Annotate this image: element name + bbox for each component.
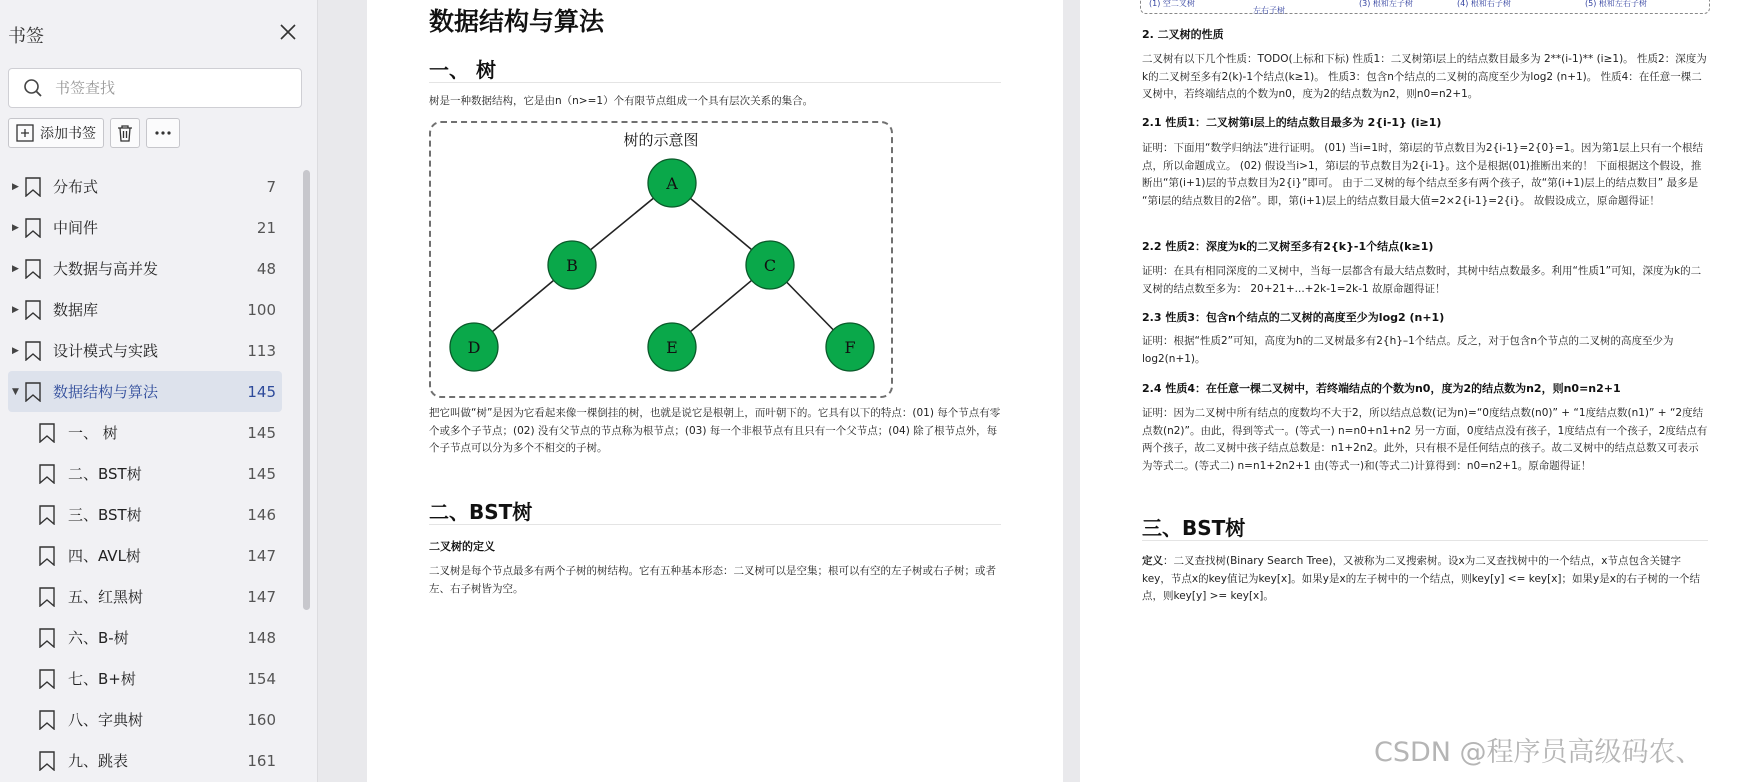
fragment-label: (5) 根和左右子树	[1585, 0, 1647, 8]
bookmark-item[interactable]	[0, 289, 290, 330]
figure-fragment	[1140, 0, 1710, 14]
page-number: 145	[247, 382, 276, 401]
fragment-label: 左右子树	[1253, 6, 1285, 15]
page-number: 160	[247, 710, 276, 729]
property-3-text: 证明：根据“性质2”可知，高度为h的二叉树最多有2{h}–1个结点。反之，对于包含n个节点的二叉树的高度至少为log2(n+1)。	[1142, 335, 1674, 365]
bookmark-child-item[interactable]	[0, 699, 290, 740]
subheading-property-1: 2.1 性质1：二叉树第i层上的结点数目最多为 2{i-1} (i≥1)	[1142, 116, 1442, 129]
caret-down-icon[interactable]: ▼	[12, 386, 19, 397]
section-heading-bst: 二、BST树	[429, 500, 533, 524]
bookmark-item[interactable]	[0, 166, 290, 207]
bookmark-tree	[0, 166, 290, 781]
bookmark-child-item[interactable]	[0, 658, 290, 699]
property-2-text: 证明：在具有相同深度的二叉树中，当每一层都含有最大结点数时，其树中结点数最多。利用“性质1”可知，深度为k的二叉树的结点数至多为： 20+21+...+2k-1=2k-1 故原命题得证！	[1142, 265, 1702, 295]
bookmark-icon	[24, 341, 42, 361]
bookmark-icon	[38, 546, 56, 566]
bookmark-child-item[interactable]	[0, 740, 290, 781]
page-number: 7	[266, 177, 276, 196]
page-number: 146	[247, 505, 276, 524]
page-number: 148	[247, 628, 276, 647]
definition-label: 定义	[1142, 555, 1163, 567]
caret-right-icon[interactable]: ▶	[12, 304, 19, 315]
document-page-left	[367, 0, 1063, 782]
bookmark-icon	[24, 218, 42, 238]
node-label-e: E	[666, 338, 678, 357]
property-4-text: 证明：因为二叉树中所有结点的度数均不大于2，所以结点总数(记为n)=“0度结点数(n0)” + “1度结点数(n1)” + “2度结点数(n2)”。由此，得到等式一。(等式一) n=n0+n1+n2 另一方面，0度结点没有孩子，1度结点有一个孩子，2度结点有两个孩子，故二叉树中孩子结点总数是：n1+2n2。此外，只有根不是任何结点的孩子。故二叉树中的结点总数又可表示为等式二。(等式二) n=n1+2n2+1 由(等式一)和(等式二)计算得到：n0=n2+1。原命题得证！	[1142, 407, 1708, 472]
tree-diagram	[429, 121, 893, 398]
watermark: CSDN @程序员高级码农、	[1374, 737, 1703, 768]
bookmark-label: 七、B+树	[68, 670, 136, 688]
caret-right-icon[interactable]: ▶	[12, 222, 19, 233]
bt-definition-text: 二叉树是每个节点最多有两个子树的树结构。它有五种基本形态：二叉树可以是空集；根可以有空的左子树或右子树；或者左、右子树皆为空。	[429, 565, 996, 595]
bookmark-icon	[38, 505, 56, 525]
bookmark-item[interactable]	[0, 207, 290, 248]
bookmark-label: 三、BST树	[68, 506, 142, 524]
close-icon[interactable]	[276, 20, 300, 44]
divider	[1142, 540, 1708, 541]
bookmark-item-active[interactable]	[8, 371, 282, 412]
page-number: 145	[247, 423, 276, 442]
bookmark-label: 六、B-树	[68, 629, 129, 647]
sidebar-scrollbar[interactable]	[303, 170, 310, 610]
bookmark-label: 四、AVL树	[68, 547, 141, 565]
bookmark-child-item[interactable]	[0, 453, 290, 494]
search-icon	[23, 78, 43, 98]
bookmark-label: 五、红黑树	[68, 588, 144, 606]
bookmark-icon	[38, 751, 56, 771]
node-label-d: D	[467, 338, 481, 357]
bookmark-icon	[24, 300, 42, 320]
panel-title: 书签	[8, 26, 44, 47]
bookmark-icon	[38, 464, 56, 484]
diagram-title: 树的示意图	[623, 131, 699, 149]
properties-text: 二叉树有以下几个性质：TODO(上标和下标) 性质1：二叉树第i层上的结点数目最多为 2**(i-1)** (i≥1)。 性质2：深度为k的二叉树至多有2(k)-1个结点(k≥1)。 性质3：包含n个结点的二叉树的高度至少为log2 (n+1)。 性质4：在任意一棵二叉树中，若终端结点的个数为n0，度为2的结点数为n2，则n0=n2+1。	[1142, 53, 1707, 100]
bookmark-child-item[interactable]	[0, 576, 290, 617]
bookmark-label: 九、跳表	[68, 752, 129, 770]
bookmark-panel	[0, 0, 318, 782]
property-1-text: 证明：下面用“数学归纳法”进行证明。 (01) 当i=1时，第i层的节点数目为2{i-1}=2{0}=1。因为第1层上只有一个根结点，所以命题成立。 (02) 假设当i>1，第i层的节点数目为2{i-1}。这个是根据(01)推断出来的！ 下面根据这个假设，推断出“第(i+1)层的节点数目为2{i}”即可。 由于二叉树的每个结点至多有两个孩子，故“第(i+1)层上的结点数目” 最多是 “第i层的结点数目的2倍”。即，第(i+1)层上的结点数目最大值=2×2{i-1}=2{i}。 故假设成立，原命题得证！	[1142, 142, 1704, 207]
add-bookmark-label: 添加书签	[40, 126, 96, 142]
page-number: 147	[247, 587, 276, 606]
page-number: 147	[247, 546, 276, 565]
bookmark-icon	[38, 669, 56, 689]
bookmark-label: 八、字典树	[68, 711, 144, 729]
node-label-f: F	[844, 338, 856, 357]
caret-right-icon[interactable]: ▶	[12, 181, 19, 192]
section-heading-tree: 一、 树	[429, 58, 496, 82]
bookmark-label: 二、BST树	[68, 465, 142, 483]
page-number: 100	[247, 300, 276, 319]
bookmark-search[interactable]	[8, 68, 302, 108]
subheading-properties: 2. 二叉树的性质	[1142, 28, 1224, 41]
caret-right-icon[interactable]: ▶	[12, 345, 19, 356]
bookmark-item[interactable]	[0, 330, 290, 371]
page-number: 145	[247, 464, 276, 483]
node-label-b: B	[566, 256, 578, 275]
page-number: 154	[247, 669, 276, 688]
bookmark-icon	[24, 177, 42, 197]
subheading-property-4: 2.4 性质4：在任意一棵二叉树中，若终端结点的个数为n0，度为2的结点数为n2，则n0=n2+1	[1142, 382, 1621, 395]
page-number: 161	[247, 751, 276, 770]
bookmark-label: 一、 树	[68, 424, 118, 442]
section-heading-bst-3: 三、BST树	[1142, 516, 1246, 540]
bookmark-item[interactable]	[0, 248, 290, 289]
bookmark-child-item[interactable]	[0, 617, 290, 658]
add-bookmark-icon	[16, 124, 34, 142]
subheading-bt-definition: 二叉树的定义	[429, 540, 495, 553]
tree-intro-text: 树是一种数据结构，它是由n（n>=1）个有限节点组成一个具有层次关系的集合。	[429, 95, 814, 107]
bookmark-label: 中间件	[53, 219, 99, 237]
tree-description-text: 把它叫做“树”是因为它看起来像一棵倒挂的树，也就是说它是根朝上，而叶朝下的。它具有以下的特点：(01) 每个节点有零个或多个子节点；(02) 没有父节点的节点称为根节点；(03) 每一个非根节点有且只有一个父节点；(04) 除了根节点外，每个子节点可以分为多个不相交的子树。	[429, 407, 1001, 454]
document-page-right	[1080, 0, 1758, 782]
bookmark-icon	[38, 423, 56, 443]
caret-right-icon[interactable]: ▶	[12, 263, 19, 274]
fragment-label: (1) 空二叉树	[1149, 0, 1195, 8]
bookmark-label: 数据库	[53, 301, 99, 319]
more-options-button[interactable]	[146, 118, 180, 148]
bst-definition-text	[1142, 553, 1708, 606]
trash-icon	[117, 124, 133, 142]
bookmark-label: 分布式	[53, 178, 99, 196]
fragment-label: (4) 根和右子树	[1457, 0, 1511, 8]
definition-body: ：二叉查找树(Binary Search Tree)，又被称为二叉搜索树。设x为二叉查找树中的一个结点，x节点包含关键字key，节点x的key值记为key[x]。如果y是x的左子树中的一个结点，则key[y] <= key[x]；如果y是x的右子树的一个结点，则key[y] >= key[x]。	[1142, 555, 1700, 602]
bookmark-label: 数据结构与算法	[53, 383, 159, 401]
bookmark-icon	[24, 382, 42, 402]
tree-diagram-svg	[431, 123, 893, 398]
node-label-c: C	[763, 256, 777, 275]
bookmark-icon	[38, 587, 56, 607]
node-label-a: A	[666, 174, 678, 193]
more-icon	[154, 130, 172, 136]
delete-bookmark-button[interactable]	[110, 118, 140, 148]
bookmark-child-item[interactable]	[0, 412, 290, 453]
bookmark-icon	[24, 259, 42, 279]
fragment-label: (3) 根和左子树	[1359, 0, 1413, 8]
search-input[interactable]	[55, 79, 275, 97]
bookmark-child-item[interactable]	[0, 535, 290, 576]
add-bookmark-button[interactable]	[8, 118, 104, 148]
bookmark-child-item[interactable]	[0, 494, 290, 535]
page-number: 21	[256, 218, 276, 237]
bookmark-icon	[38, 628, 56, 648]
subheading-property-2: 2.2 性质2：深度为k的二叉树至多有2{k}-1个结点(k≥1)	[1142, 240, 1434, 253]
divider	[429, 82, 1001, 83]
page-number: 113	[247, 341, 276, 360]
page-number: 48	[256, 259, 276, 278]
bookmark-label: 设计模式与实践	[53, 342, 159, 360]
divider	[429, 524, 1001, 525]
bookmark-icon	[38, 710, 56, 730]
subheading-property-3: 2.3 性质3：包含n个结点的二叉树的高度至少为log2 (n+1)	[1142, 311, 1445, 324]
page-title: 数据结构与算法	[429, 7, 605, 36]
bookmark-label: 大数据与高并发	[53, 260, 159, 278]
